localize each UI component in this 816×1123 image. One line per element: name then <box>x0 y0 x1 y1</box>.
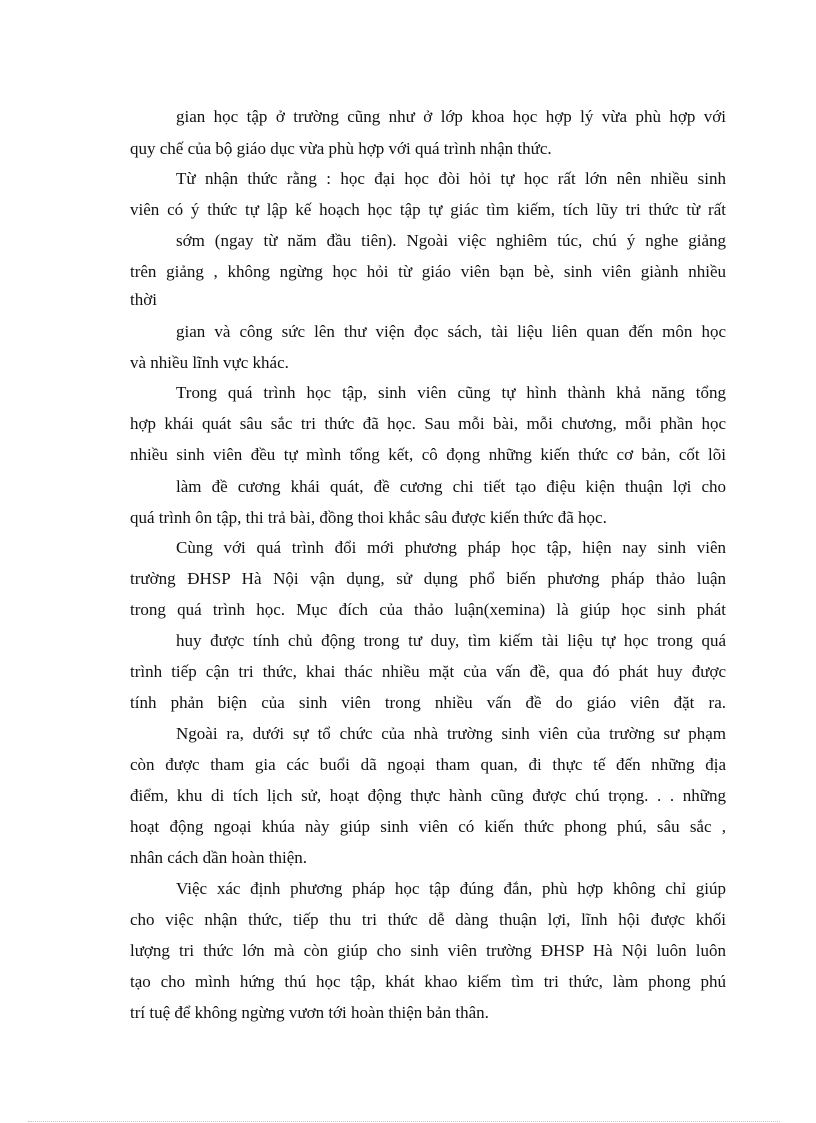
text-line-12: nhiều sinh viên đều tự mình tổng kết, cô đọng những kiến thức cơ bản, cốt lõi <box>130 445 726 464</box>
text-line-3: Từ nhận thức rằng : học đại học đòi hỏi tự học rất lớn nên nhiều sinh <box>176 169 726 188</box>
text-line-17: trong quá trình học. Mục đích của thảo luận(xemina) là giúp học sinh phát <box>130 600 726 619</box>
text-line-15: Cùng với quá trình đổi mới phương pháp học tập, hiện nay sinh viên <box>176 538 726 557</box>
text-line-30: trí tuệ để không ngừng vươn tới hoàn thiện bản thân. <box>130 1003 489 1022</box>
text-line-10: Trong quá trình học tập, sinh viên cũng tự hình thành khả năng tổng <box>176 383 726 402</box>
text-line-4: viên có ý thức tự lập kế hoạch học tập tự giác tìm kiếm, tích lũy tri thức từ rất <box>130 200 726 219</box>
text-line-7: thời <box>130 290 157 309</box>
text-line-24: hoạt động ngoại khúa này giúp sinh viên có kiến thức phong phú, sâu sắc , <box>130 817 726 836</box>
text-line-26: Việc xác định phương pháp học tập đúng đắn, phù hợp không chỉ giúp <box>176 879 726 898</box>
text-line-9: và nhiều lĩnh vực khác. <box>130 353 289 372</box>
text-line-14: quá trình ôn tập, thi trả bài, đồng thoi khắc sâu được kiến thức đã học. <box>130 508 607 527</box>
text-line-27: cho việc nhận thức, tiếp thu tri thức dễ dàng thuận lợi, lĩnh hội được khối <box>130 910 726 929</box>
text-line-28: lượng tri thức lớn mà còn giúp cho sinh viên trường ĐHSP Hà Nội luôn luôn <box>130 941 726 960</box>
text-line-5: sớm (ngay từ năm đầu tiên). Ngoài việc nghiêm túc, chú ý nghe giảng <box>176 231 726 250</box>
text-line-1: gian học tập ở trường cũng như ở lớp khoa học hợp lý vừa phù hợp với <box>176 107 726 126</box>
text-line-19: trình tiếp cận tri thức, khai thác nhiều mặt của vấn đề, qua đó phát huy được <box>130 662 726 681</box>
page-bottom-rule <box>28 1121 780 1122</box>
text-line-16: trường ĐHSP Hà Nội vận dụng, sử dụng phổ biến phương pháp thảo luận <box>130 569 726 588</box>
text-line-22: còn được tham gia các buổi dã ngoại tham quan, đi thực tế đến những địa <box>130 755 726 774</box>
text-line-13: làm đề cương khái quát, đề cương chi tiết tạo điệu kiện thuận lợi cho <box>176 477 726 496</box>
text-line-18: huy được tính chủ động trong tư duy, tìm kiếm tài liệu tự học trong quá <box>176 631 726 650</box>
text-line-29: tạo cho mình hứng thú học tập, khát khao kiếm tìm tri thức, làm phong phú <box>130 972 726 991</box>
text-line-6: trên giảng , không ngừng học hỏi từ giáo viên bạn bè, sinh viên giành nhiều <box>130 262 726 281</box>
text-line-25: nhân cách dần hoàn thiện. <box>130 848 308 867</box>
text-line-11: hợp khái quát sâu sắc tri thức đã học. Sau mỗi bài, mỗi chương, mỗi phần học <box>130 414 726 433</box>
text-line-8: gian và công sức lên thư viện đọc sách, tài liệu liên quan đến môn học <box>176 322 726 341</box>
text-line-2: quy chế của bộ giáo dục vừa phù hợp với quá trình nhận thức. <box>130 139 552 158</box>
text-line-20: tính phản biện của sinh viên trong nhiều vấn đề do giáo viên đặt ra. <box>130 693 726 712</box>
text-line-21: Ngoài ra, dưới sự tổ chức của nhà trường sinh viên của trường sư phạm <box>176 724 726 743</box>
text-line-23: điểm, khu di tích lịch sử, hoạt động thực hành cũng được chú trọng. . . những <box>130 786 726 805</box>
